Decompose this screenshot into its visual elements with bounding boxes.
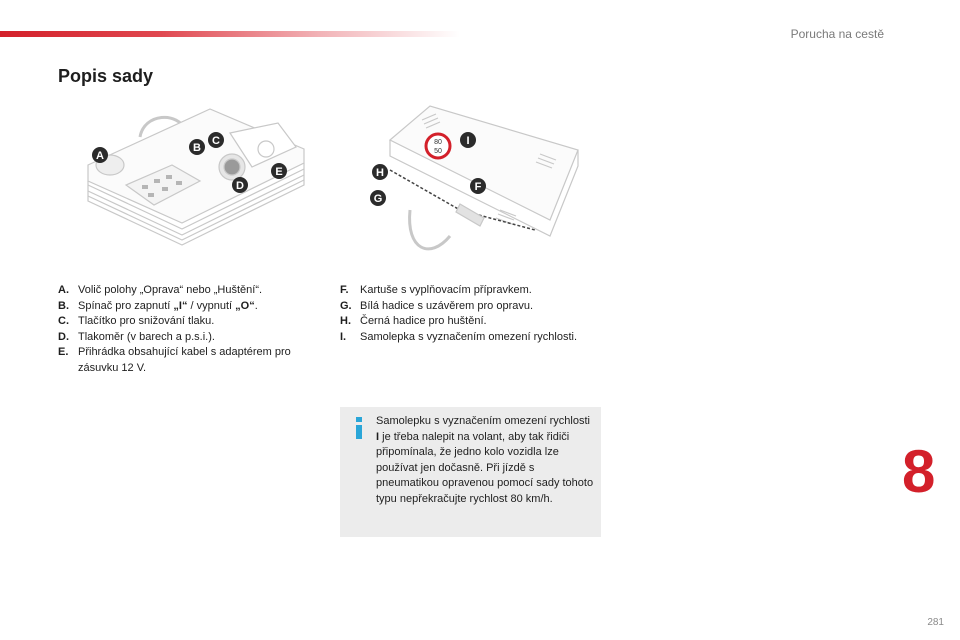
kit-underside-illustration [360,100,590,270]
svg-text:G: G [373,193,383,205]
callout-marker-d [232,177,248,193]
svg-text:F: F [474,181,482,193]
callout-marker-g [370,190,386,206]
legend-list-right [340,283,590,345]
svg-text:B: B [193,142,201,154]
legend-item: I. Samolepka s vyznačením omezení rychlosti. [340,330,578,343]
header-accent-bar [0,31,460,37]
callout-marker-i [460,132,476,148]
legend-item: F. Kartuše s vyplňovacím přípravkem. [340,284,532,296]
legend-item: D. Tlakoměr (v barech a p.s.i.). [58,330,215,343]
callout-marker-a [92,147,108,163]
info-note-text: Samolepku s vyznačením omezení rychlosti I je třeba nalepit na volant, aby tak řidiči připomínala, že jedno kolo vozidla lze používat jen dočasně. Při jízdě s pneumatikou opravenou pomocí sady tohoto typu nepřekračujte rychlost 80 km/h. [376,415,594,505]
svg-text:H: H [376,167,384,179]
svg-text:I: I [466,135,470,147]
svg-text:80: 80 [434,139,442,146]
info-note-box [340,407,601,537]
callout-marker-e [271,163,287,179]
callout-marker-c [208,132,224,148]
info-icon [352,417,366,439]
section-title: Porucha na cestě [790,27,884,41]
page-heading: Popis sady [58,66,154,86]
svg-text:A: A [96,150,104,162]
svg-text:C: C [212,135,220,147]
legend-item: E. Přihrádka obsahující kabel s adaptérem pro zásuvku 12 V. [58,346,291,374]
chapter-number: 8 [902,438,936,505]
page-number: 281 [927,617,944,628]
callout-marker-f [470,178,486,194]
svg-text:D: D [236,180,244,192]
svg-text:E: E [275,166,283,178]
callout-marker-h [372,164,388,180]
svg-text:50: 50 [434,148,442,155]
legend-item: G. Bílá hadice s uzávěrem pro opravu. [340,299,534,312]
legend-item: B. Spínač pro zapnutí „I“ / vypnutí „O“. [58,299,258,312]
kit-compressor-illustration [82,105,307,270]
legend-item: C. Tlačítko pro snižování tlaku. [58,315,215,327]
legend-list-left [58,283,308,376]
legend-item: A. Volič polohy „Oprava“ nebo „Huštění“. [58,284,263,296]
legend-item: H. Černá hadice pro huštění. [340,315,487,327]
callout-marker-b [189,139,205,155]
